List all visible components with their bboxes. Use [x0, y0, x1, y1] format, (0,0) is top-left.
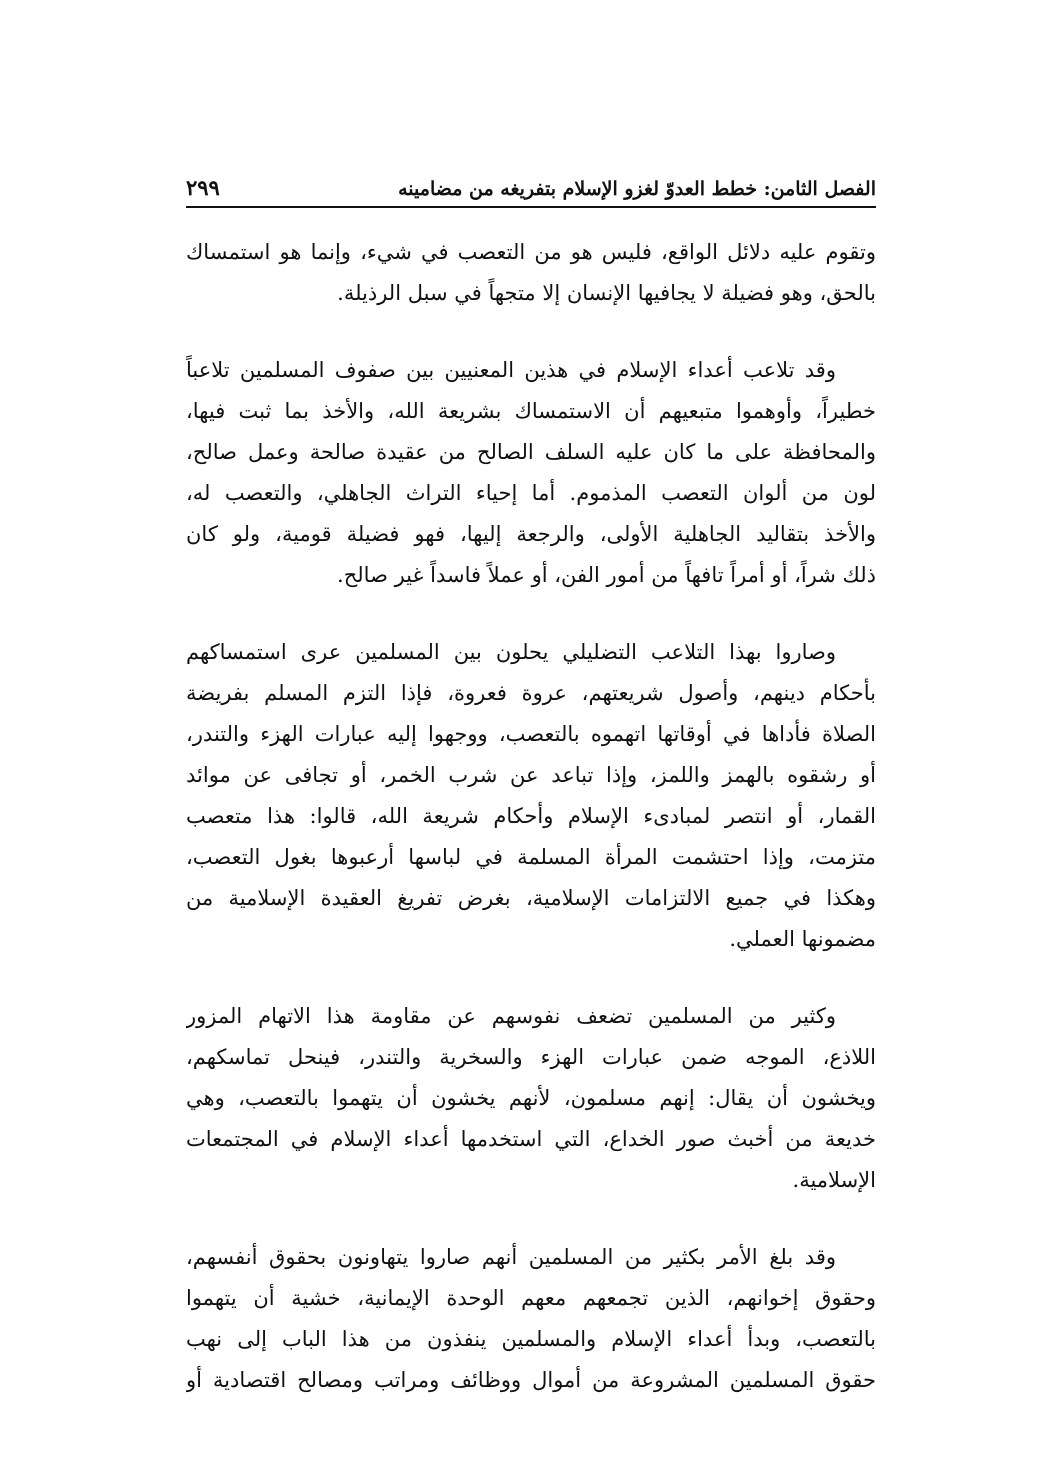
paragraph [186, 232, 876, 314]
text-line: بأحكام دينهم، وأصول شريعتهم، عروة فعروة، فإذا التزم المسلم بفريضة [186, 681, 876, 705]
paragraph [186, 350, 876, 596]
page-header [186, 168, 876, 208]
text-line: وصاروا بهذا التلاعب التضليلي يحلون بين المسلمين عرى استمساكهم [186, 640, 836, 664]
paragraph [186, 996, 876, 1201]
text-line: اللاذع، الموجه ضمن عبارات الهزء والسخرية والتندر، فينحل تماسكهم، [186, 1045, 876, 1069]
text-line: والأخذ بتقاليد الجاهلية الأولى، والرجعة إليها، فهو فضيلة قومية، ولو كان [186, 522, 876, 546]
text-line: الصلاة فأداها في أوقاتها اتهموه بالتعصب، ووجهوا إليه عبارات الهزء والتندر، [186, 722, 876, 746]
text-line: الإسلامية. [792, 1168, 876, 1192]
page-body [186, 232, 876, 1401]
text-line: ويخشون أن يقال: إنهم مسلمون، لأنهم يخشون أن يتهموا بالتعصب، وهي [186, 1086, 876, 1110]
running-head: الفصل الثامن: خطط العدوّ لغزو الإسلام بتفريغه من مضامينه [398, 178, 876, 200]
text-line: وكثير من المسلمين تضعف نفوسهم عن مقاومة هذا الاتهام المزور [186, 1004, 836, 1028]
text-line: بالتعصب، وبدأ أعداء الإسلام والمسلمين ينفذون من هذا الباب إلى نهب [186, 1327, 876, 1351]
text-line: وهكذا في جميع الالتزامات الإسلامية، بغرض تفريغ العقيدة الإسلامية من [186, 886, 876, 910]
paragraph [186, 632, 876, 960]
text-line: والمحافظة على ما كان عليه السلف الصالح من عقيدة صالحة وعمل صالح، [186, 440, 876, 464]
text-line: مضمونها العملي. [729, 927, 876, 951]
text-line: خديعة من أخبث صور الخداع، التي استخدمها أعداء الإسلام في المجتمعات [186, 1127, 876, 1151]
text-line: خطيراً، وأوهموا متبعيهم أن الاستمساك بشريعة الله، والأخذ بما ثبت فيها، [186, 399, 876, 423]
text-line: القمار، أو انتصر لمبادىء الإسلام وأحكام شريعة الله، قالوا: هذا متعصب [186, 804, 876, 828]
text-line: ذلك شراً، أو أمراً تافهاً من أمور الفن، أو عملاً فاسداً غير صالح. [337, 563, 876, 587]
text-line: وتقوم عليه دلائل الواقع، فليس هو من التعصب في شيء، وإنما هو استمساك [186, 240, 876, 264]
text-line: وقد بلغ الأمر بكثير من المسلمين أنهم صاروا يتهاونون بحقوق أنفسهم، [186, 1245, 836, 1269]
page-number: ٢٩٩ [186, 175, 220, 200]
text-line: بالحق، وهو فضيلة لا يجافيها الإنسان إلا متجهاً في سبل الرذيلة. [337, 281, 876, 305]
text-line: وحقوق إخوانهم، الذين تجمعهم معهم الوحدة الإيمانية، خشية أن يتهموا [186, 1286, 876, 1310]
paragraph [186, 1237, 876, 1401]
text-line: لون من ألوان التعصب المذموم. أما إحياء التراث الجاهلي، والتعصب له، [186, 481, 876, 505]
text-line: حقوق المسلمين المشروعة من أموال ووظائف ومراتب ومصالح اقتصادية أو [186, 1368, 876, 1392]
text-line: وقد تلاعب أعداء الإسلام في هذين المعنيين بين صفوف المسلمين تلاعباً [186, 358, 836, 382]
text-line: أو رشقوه بالهمز واللمز، وإذا تباعد عن شرب الخمر، أو تجافى عن موائد [186, 763, 876, 787]
text-line: متزمت، وإذا احتشمت المرأة المسلمة في لباسها أرعبوها بغول التعصب، [186, 845, 876, 869]
